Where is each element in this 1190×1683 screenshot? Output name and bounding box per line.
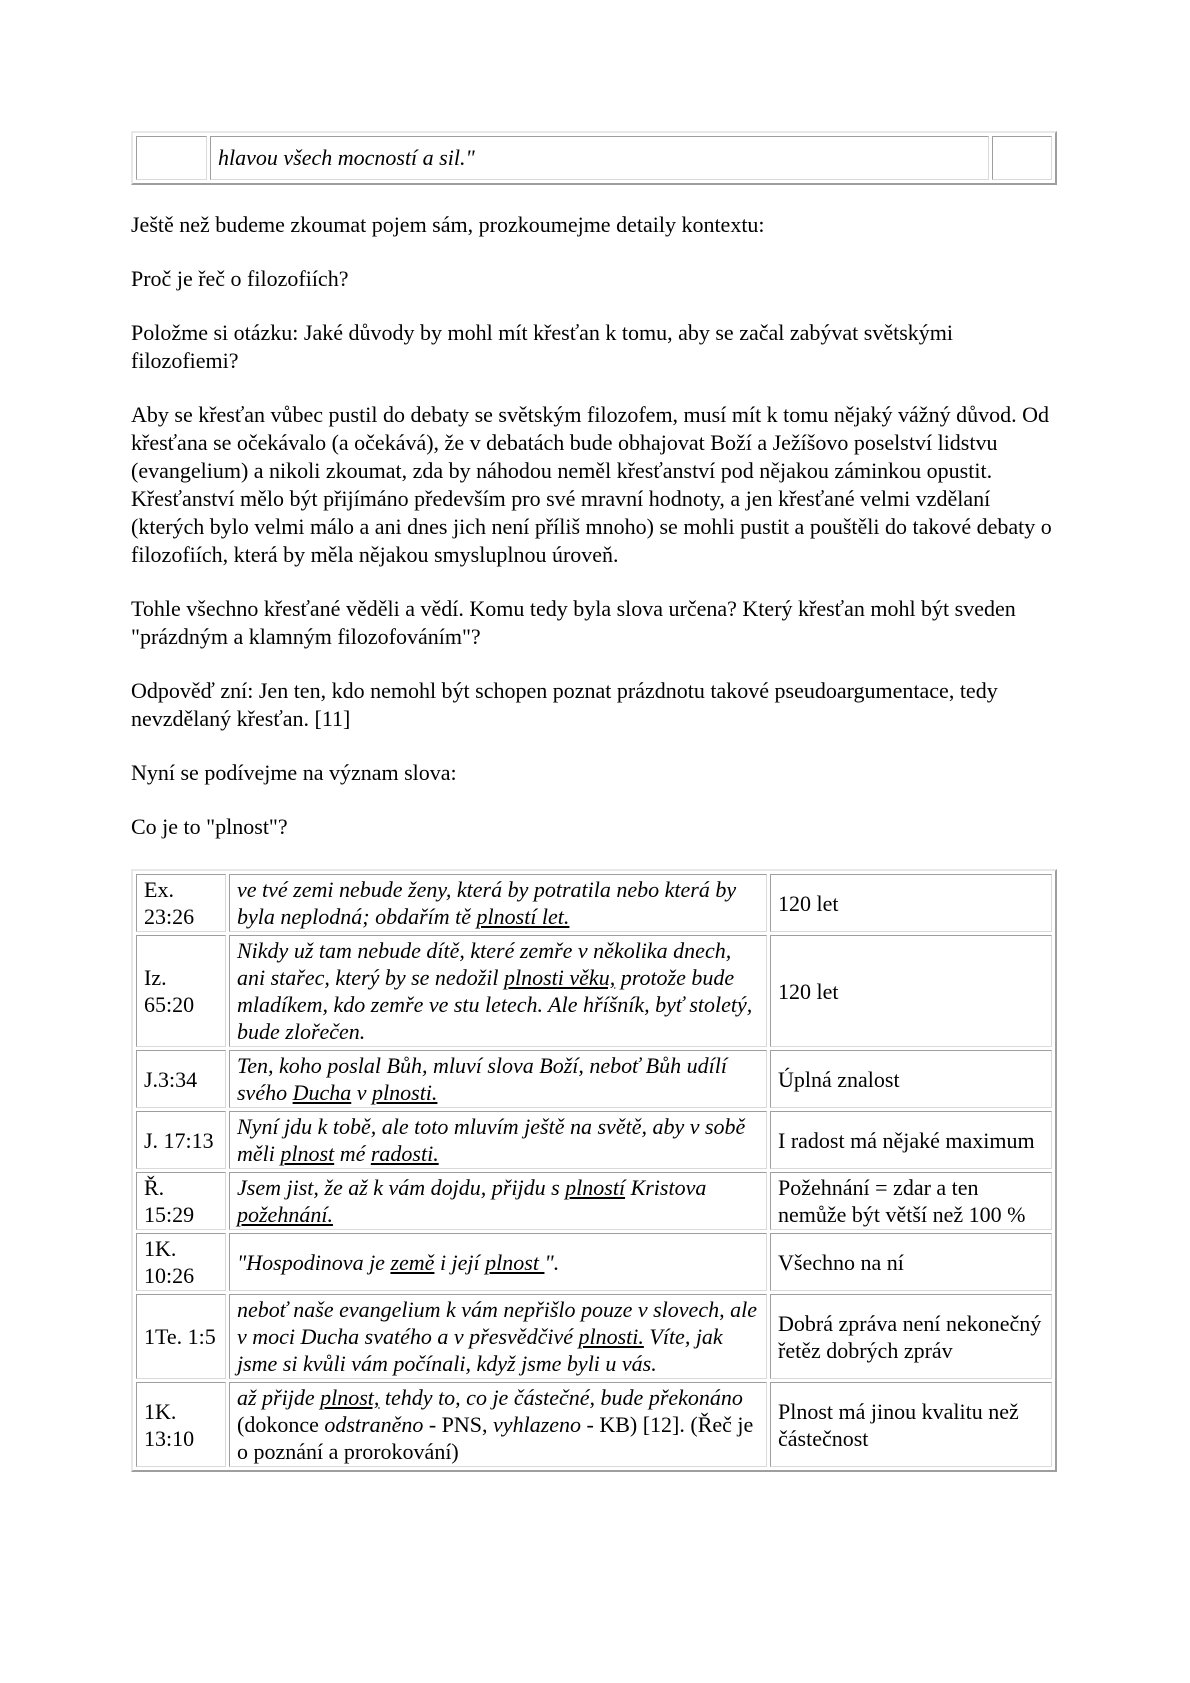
verse-text-segment: i její (434, 1249, 486, 1275)
verse-ref-cell: 1K. 10:26 (136, 1233, 226, 1291)
verse-text-segment: Víte, jak jsme si kvůli vám počínali, když jsme byli u vás. (237, 1324, 723, 1376)
verse-table-row (136, 874, 1052, 932)
underlined-term: plností (565, 1175, 626, 1200)
comment-cell: 120 let (770, 874, 1052, 932)
verse-ref-cell: J.3:34 (136, 1050, 226, 1108)
verse-text-segment: protože bude mladíkem, kdo zemře ve stu letech. Ale hříšník, byť stoletý, bude zlořečen. (237, 965, 753, 1044)
verse-ref-cell: 1K. 13:10 (136, 1382, 226, 1467)
underlined-term: požehnání. (237, 1202, 333, 1227)
verse-table-row (136, 1111, 1052, 1169)
verse-ref-cell: Ř. 15:29 (136, 1172, 226, 1230)
quote-cell: hlavou všech mocností a sil." (210, 136, 989, 180)
comment-cell: 120 let (770, 935, 1052, 1047)
underlined-term: plností let. (476, 904, 570, 929)
verse-text-cell (229, 1172, 767, 1230)
verse-text-cell (229, 1050, 767, 1108)
paragraph-intro: Ještě než budeme zkoumat pojem sám, prozkoumejme detaily kontextu: (131, 212, 765, 237)
verse-text-cell (229, 1382, 767, 1467)
comment-cell: Plnost má jinou kvalitu než částečnost (770, 1382, 1052, 1467)
verse-ref-cell: J. 17:13 (136, 1111, 226, 1169)
verse-text-segment: vyhlazeno (493, 1412, 582, 1437)
paragraph-tohle-vsechno: Tohle všechno křesťané věděli a vědí. Komu tedy byla slova určena? Který křesťan mohl být sveden "prázdným a klamným filozofováním"? (131, 596, 1016, 649)
verse-text-segment: ". (544, 1249, 560, 1275)
paragraph-co-je-plnost: Co je to "plnost"? (131, 814, 288, 839)
verse-table-row (136, 1294, 1052, 1379)
context-quote-table (131, 131, 1057, 185)
verse-text-segment: - KB) [12]. (Řeč je o poznání a prorokování) (237, 1412, 754, 1464)
empty-cell-left (136, 136, 207, 180)
verse-table-row (136, 1172, 1052, 1230)
verse-text-segment: Nikdy už tam nebude dítě, které zemře v několika dnech, ani stařec, který by se nedožil (237, 938, 732, 990)
verse-table (131, 869, 1057, 1472)
paragraph-aby-se-krestan: Aby se křesťan vůbec pustil do debaty se světským filozofem, musí mít k tomu nějaký vážný důvod. Od křesťana se očekávalo (a očekává), že v debatách bude obhajovat Boží a Ježíšovo poselství lidstvu (evangelium) a nikoli zkoumat, zda by náhodou neměl křesťanství pod nějakou záminkou opustit. Křesťanství mělo být přijímáno především pro své mravní hodnoty, a jen křesťané velmi vzdělaní (kterých bylo velmi málo a ani dnes jich není příliš mnoho) se mohli pustit a pouštěli do takové debaty o filozofiích, která by měla nějakou smysluplnou úroveň. (131, 402, 1052, 567)
verse-ref-cell: Ex. 23:26 (136, 874, 226, 932)
verse-text-segment: odstraněno (324, 1412, 424, 1437)
underlined-term: radosti. (370, 1141, 439, 1166)
comment-cell: I radost má nějaké maximum (770, 1111, 1052, 1169)
verse-text-segment: až přijde (237, 1385, 321, 1410)
verse-table-body (136, 874, 1052, 1467)
verse-text-segment: Kristova (625, 1175, 707, 1200)
comment-cell: Všechno na ní (770, 1233, 1052, 1291)
verse-text-cell (229, 1233, 767, 1291)
underlined-term: plnosti věku, (504, 965, 616, 990)
verse-text-cell (229, 935, 767, 1047)
empty-cell-right (992, 136, 1052, 180)
verse-text-segment: Jsem jist, že až k vám dojdu, přijdu s (237, 1175, 566, 1200)
comment-cell: Požehnání = zdar a ten nemůže být větší než 100 % (770, 1172, 1052, 1230)
verse-text-segment: ve tvé zemi nebude ženy, která by potratila nebo která by byla neplodná; obdařím tě (237, 877, 737, 929)
paragraph-nyni-vyznam: Nyní se podívejme na význam slova: (131, 760, 457, 785)
table-row (136, 136, 1052, 180)
underlined-term: plnost, (320, 1385, 380, 1410)
verse-text-segment: neboť naše evangelium k vám nepřišlo pouze v slovech, ale v moci Ducha svatého a v přesvědčivé (237, 1297, 757, 1349)
underlined-term: plnosti. (578, 1324, 644, 1349)
verse-table-row (136, 1050, 1052, 1108)
underlined-term: Ducha (292, 1080, 352, 1105)
verse-text-segment: mé (334, 1141, 371, 1166)
verse-text-cell (229, 874, 767, 932)
verse-text-segment: Nyní jdu k tobě, ale toto mluvím ještě na světě, aby v sobě měli (237, 1114, 746, 1166)
verse-table-row (136, 1382, 1052, 1467)
verse-table-row (136, 1233, 1052, 1291)
comment-cell: Úplná znalost (770, 1050, 1052, 1108)
verse-text-segment: tehdy to, co je částečné, bude překonáno (379, 1385, 743, 1410)
verse-text-segment: - PNS, (423, 1412, 494, 1437)
underlined-term: plnosti. (372, 1080, 438, 1105)
verse-ref-cell: 1Te. 1:5 (136, 1294, 226, 1379)
paragraph-question-filozofie: Proč je řeč o filozofiích? (131, 266, 349, 291)
verse-table-row (136, 935, 1052, 1047)
paragraph-polozme-otazku: Položme si otázku: Jaké důvody by mohl mít křesťan k tomu, aby se začal zabývat světskými filozofiemi? (131, 320, 954, 373)
underlined-term: plnost (485, 1249, 545, 1275)
underlined-term: země (390, 1249, 435, 1275)
paragraph-odpoved: Odpověď zní: Jen ten, kdo nemohl být schopen poznat prázdnotu takové pseudoargumentace, tedy nevzdělaný křesťan. [11] (131, 678, 998, 731)
verse-text-segment: Ten, koho poslal Bůh, mluví slova Boží, neboť Bůh udílí svého (237, 1053, 727, 1105)
verse-text-cell (229, 1294, 767, 1379)
comment-cell: Dobrá zpráva není nekonečný řetěz dobrých zpráv (770, 1294, 1052, 1379)
underlined-term: plnost (280, 1141, 335, 1166)
verse-ref-cell: Iz. 65:20 (136, 935, 226, 1047)
verse-text-segment: "Hospodinova je (237, 1249, 391, 1275)
verse-text-cell (229, 1111, 767, 1169)
verse-text-segment: (dokonce (237, 1412, 325, 1437)
verse-text-segment: v (351, 1080, 373, 1105)
